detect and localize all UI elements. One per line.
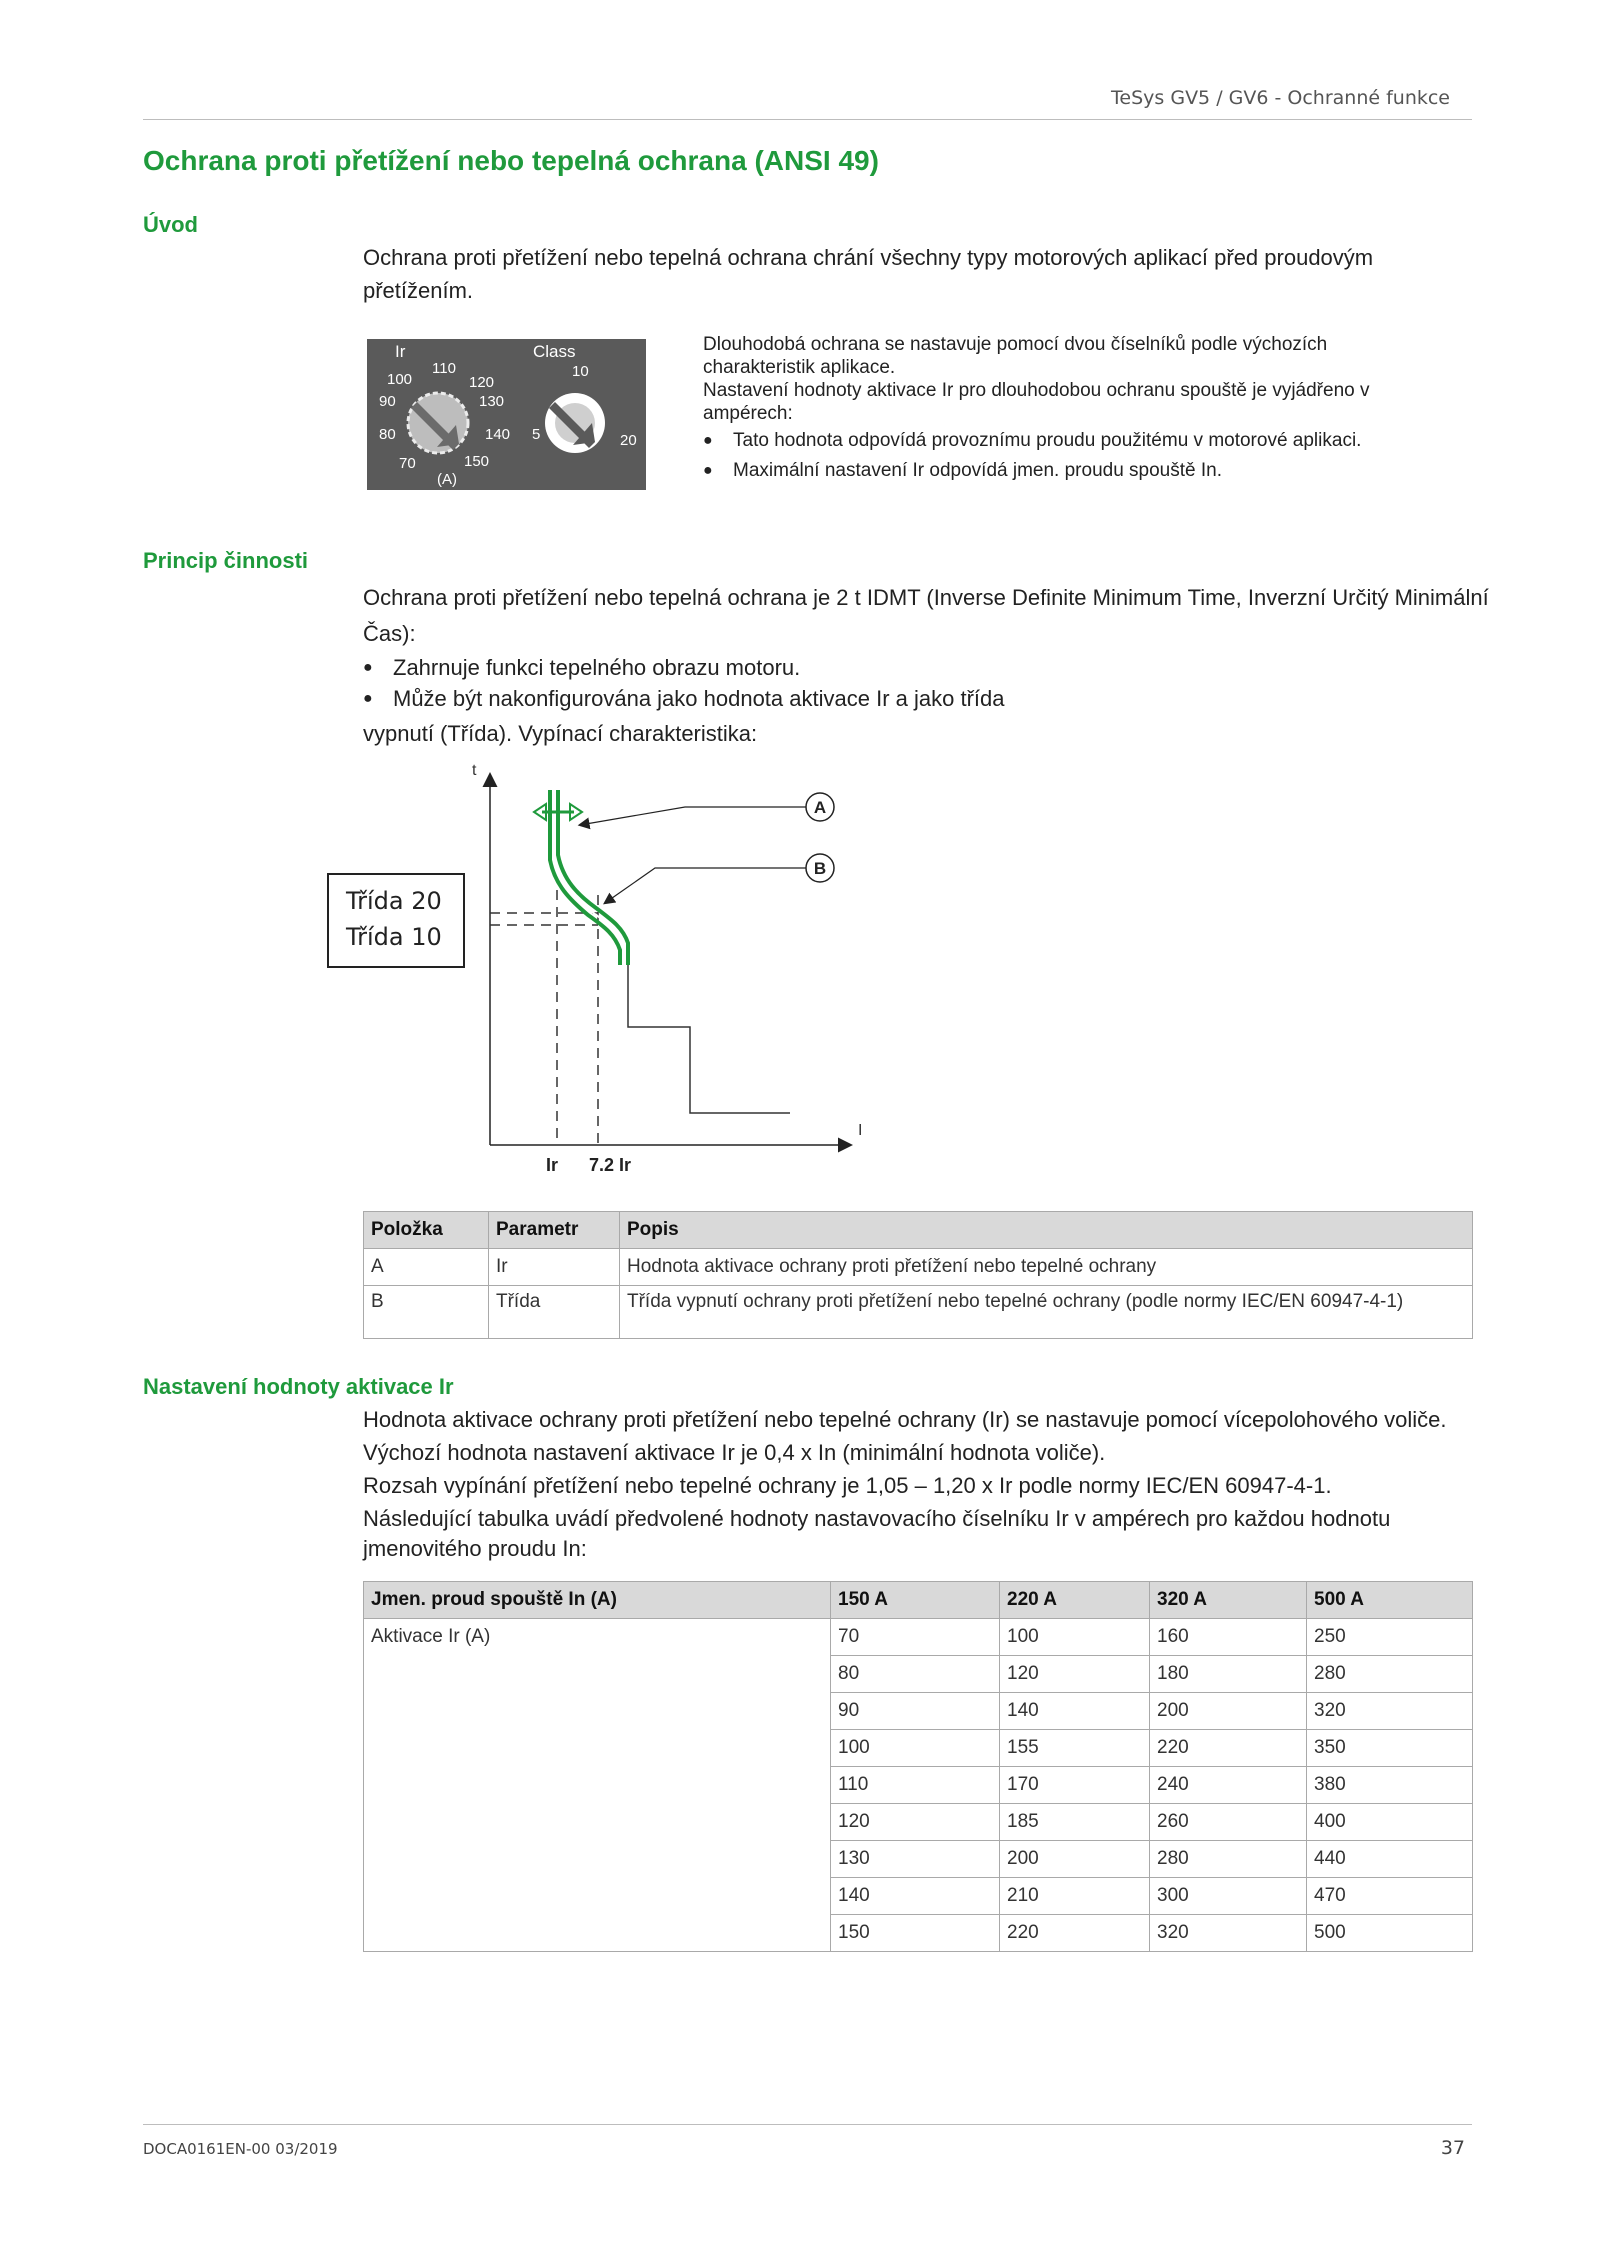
table-cell: 100 (1000, 1619, 1150, 1656)
x-tick-label: Ir (545, 1155, 559, 1175)
dial-note-line: Nastavení hodnoty aktivace Ir pro dlouhodobou ochranu spouště je vyjádřeno v ampérech: (703, 380, 1370, 424)
table-cell: 185 (1000, 1804, 1150, 1841)
class-legend-item: Třída 10 (346, 923, 442, 951)
items-table-header: Popis (620, 1212, 1473, 1249)
principle-heading: Princip činnosti (143, 548, 309, 573)
table-cell: Třída vypnutí ochrany proti přetížení nebo tepelné ochrany (podle normy IEC/EN 60947-4-1) (620, 1286, 1473, 1339)
ir-setting-paragraph: Rozsah vypínání přetížení nebo tepelné ochrany je 1,05 – 1,20 x Ir podle normy IEC/EN 60947-4-1. (363, 1473, 1332, 1498)
class-dial-value: 20 (620, 432, 637, 449)
ir-dial-value: 130 (479, 393, 505, 410)
dial-note (703, 333, 1423, 485)
x-axis-label: I (858, 1122, 863, 1139)
table-cell: 280 (1150, 1841, 1307, 1878)
principle-bullet: ● Zahrnuje funkci tepelného obrazu motoru. (363, 652, 1493, 683)
class-dial-value: 5 (532, 426, 541, 443)
table-cell: 350 (1307, 1730, 1473, 1767)
callout-a-leader (580, 807, 806, 825)
dial-note-bullet: ● Maximální nastavení Ir odpovídá jmen. proudu spouště In. (703, 457, 1423, 485)
table-cell: 170 (1000, 1767, 1150, 1804)
table-cell: 200 (1150, 1693, 1307, 1730)
ir-setting-heading: Nastavení hodnoty aktivace Ir (143, 1374, 454, 1399)
ir-dial-value: 100 (387, 371, 413, 388)
table-cell: 140 (831, 1878, 1000, 1915)
ir-dial-value: 140 (485, 426, 511, 443)
items-table (363, 1211, 1473, 1339)
table-cell: 70 (831, 1619, 1000, 1656)
table-cell: 120 (831, 1804, 1000, 1841)
ir-table-header: 320 A (1150, 1582, 1307, 1619)
ir-dial-value: 150 (464, 453, 490, 470)
table-row (364, 1249, 1473, 1286)
ir-table-header: Jmen. proud spouště In (A) (364, 1582, 831, 1619)
table-cell: 110 (831, 1767, 1000, 1804)
ir-dial-value: 70 (399, 455, 416, 472)
table-row (364, 1286, 1473, 1339)
table-cell: 150 (831, 1915, 1000, 1952)
footer-doc-id: DOCA0161EN-00 03/2019 (143, 2140, 338, 2158)
y-axis-label: t (472, 762, 477, 779)
table-cell: 250 (1307, 1619, 1473, 1656)
table-cell: Hodnota aktivace ochrany proti přetížení nebo tepelné ochrany (620, 1249, 1473, 1286)
intro-heading: Úvod (143, 212, 198, 237)
ir-dial-unit: (A) (437, 471, 457, 488)
dial-note-line: Dlouhodobá ochrana se nastavuje pomocí dvou číselníků podle výchozích charakteristik aplikace. (703, 334, 1328, 378)
ir-setting-paragraph: Následující tabulka uvádí předvolené hodnoty nastavovacího číselníku Ir v ampérech pro každou hodnotu jmenovitého proudu In: (363, 1506, 1391, 1561)
table-cell: 220 (1150, 1730, 1307, 1767)
table-cell: 210 (1000, 1878, 1150, 1915)
principle-continuation: vypnutí (Třída). Vypínací charakteristika: (363, 721, 758, 746)
table-cell: 440 (1307, 1841, 1473, 1878)
principle-text (363, 580, 1493, 752)
table-cell: 155 (1000, 1730, 1150, 1767)
callout-b-leader (605, 868, 806, 903)
principle-paragraph: Ochrana proti přetížení nebo tepelná ochrana je 2 t IDMT (Inverse Definite Minimum Time, Inverzní Určitý Minimální Čas): (363, 585, 1489, 646)
table-cell: 180 (1150, 1656, 1307, 1693)
x-tick-label: 7.2 Ir (588, 1155, 632, 1175)
table-cell: B (364, 1286, 489, 1339)
principle-bullet: ● Může být nakonfigurována jako hodnota aktivace Ir a jako třída (363, 683, 1493, 714)
table-cell: 160 (1150, 1619, 1307, 1656)
ir-table-header-row (364, 1582, 1473, 1619)
table-cell: 80 (831, 1656, 1000, 1693)
section-title: Ochrana proti přetížení nebo tepelná ochrana (ANSI 49) (143, 145, 879, 176)
ir-setting-text (363, 1403, 1493, 1564)
table-cell: 200 (1000, 1841, 1150, 1878)
ir-row-label: Aktivace Ir (A) (364, 1619, 831, 1952)
intro-paragraph: Ochrana proti přetížení nebo tepelná ochrana chrání všechny typy motorových aplikací před proudovým přetížením. (363, 245, 1374, 303)
table-cell: Třída (489, 1286, 620, 1339)
ir-dial-label: Ir (395, 342, 406, 361)
ir-table-header: 500 A (1307, 1582, 1473, 1619)
table-cell: A (364, 1249, 489, 1286)
table-cell: 90 (831, 1693, 1000, 1730)
page-number: 37 (1440, 2137, 1465, 2159)
table-cell: Ir (489, 1249, 620, 1286)
table-cell: 320 (1150, 1915, 1307, 1952)
table-cell: 130 (831, 1841, 1000, 1878)
callout-b-label: B (813, 859, 827, 878)
ir-table-header: 220 A (1000, 1582, 1150, 1619)
items-table-header: Parametr (489, 1212, 620, 1249)
ir-dial-value: 80 (379, 426, 396, 443)
table-cell: 120 (1000, 1656, 1150, 1693)
ir-table-header: 150 A (831, 1582, 1000, 1619)
table-cell: 100 (831, 1730, 1000, 1767)
table-cell: 470 (1307, 1878, 1473, 1915)
callout-a-label: A (813, 798, 827, 817)
class-legend-box (327, 873, 465, 968)
items-table-header: Položka (364, 1212, 489, 1249)
table-row (364, 1619, 1473, 1656)
table-cell: 500 (1307, 1915, 1473, 1952)
dial-note-bullet: ● Tato hodnota odpovídá provoznímu proudu použitému v motorové aplikaci. (703, 427, 1423, 455)
table-cell: 240 (1150, 1767, 1307, 1804)
class-legend-item: Třída 20 (346, 887, 442, 915)
ir-dial-value: 120 (469, 374, 495, 391)
trip-curve-step (628, 965, 790, 1113)
table-cell: 320 (1307, 1693, 1473, 1730)
table-cell: 140 (1000, 1693, 1150, 1730)
table-cell: 280 (1307, 1656, 1473, 1693)
header-rule (143, 119, 1472, 120)
trip-curve-class10 (558, 790, 628, 965)
class-dial-label: Class (533, 342, 576, 361)
ir-dial-value: 110 (432, 360, 456, 377)
class-dial-value: 10 (572, 363, 589, 380)
dial-panel (367, 339, 646, 490)
footer-rule (143, 2124, 1472, 2125)
ir-values-table (363, 1581, 1473, 1952)
table-cell: 380 (1307, 1767, 1473, 1804)
ir-setting-paragraph: Hodnota aktivace ochrany proti přetížení nebo tepelné ochrany (Ir) se nastavuje pomocí vícepolohového voliče. Výchozí hodnota nastavení aktivace Ir je 0,4 x In (minimální hodnota voliče). (363, 1407, 1447, 1465)
table-cell: 400 (1307, 1804, 1473, 1841)
running-header: TeSys GV5 / GV6 - Ochranné funkce (1111, 87, 1450, 109)
ir-dial-value: 90 (379, 393, 396, 410)
table-cell: 300 (1150, 1878, 1307, 1915)
items-table-header-row (364, 1212, 1473, 1249)
table-cell: 260 (1150, 1804, 1307, 1841)
dial-graphic (367, 339, 646, 490)
table-cell: 220 (1000, 1915, 1150, 1952)
